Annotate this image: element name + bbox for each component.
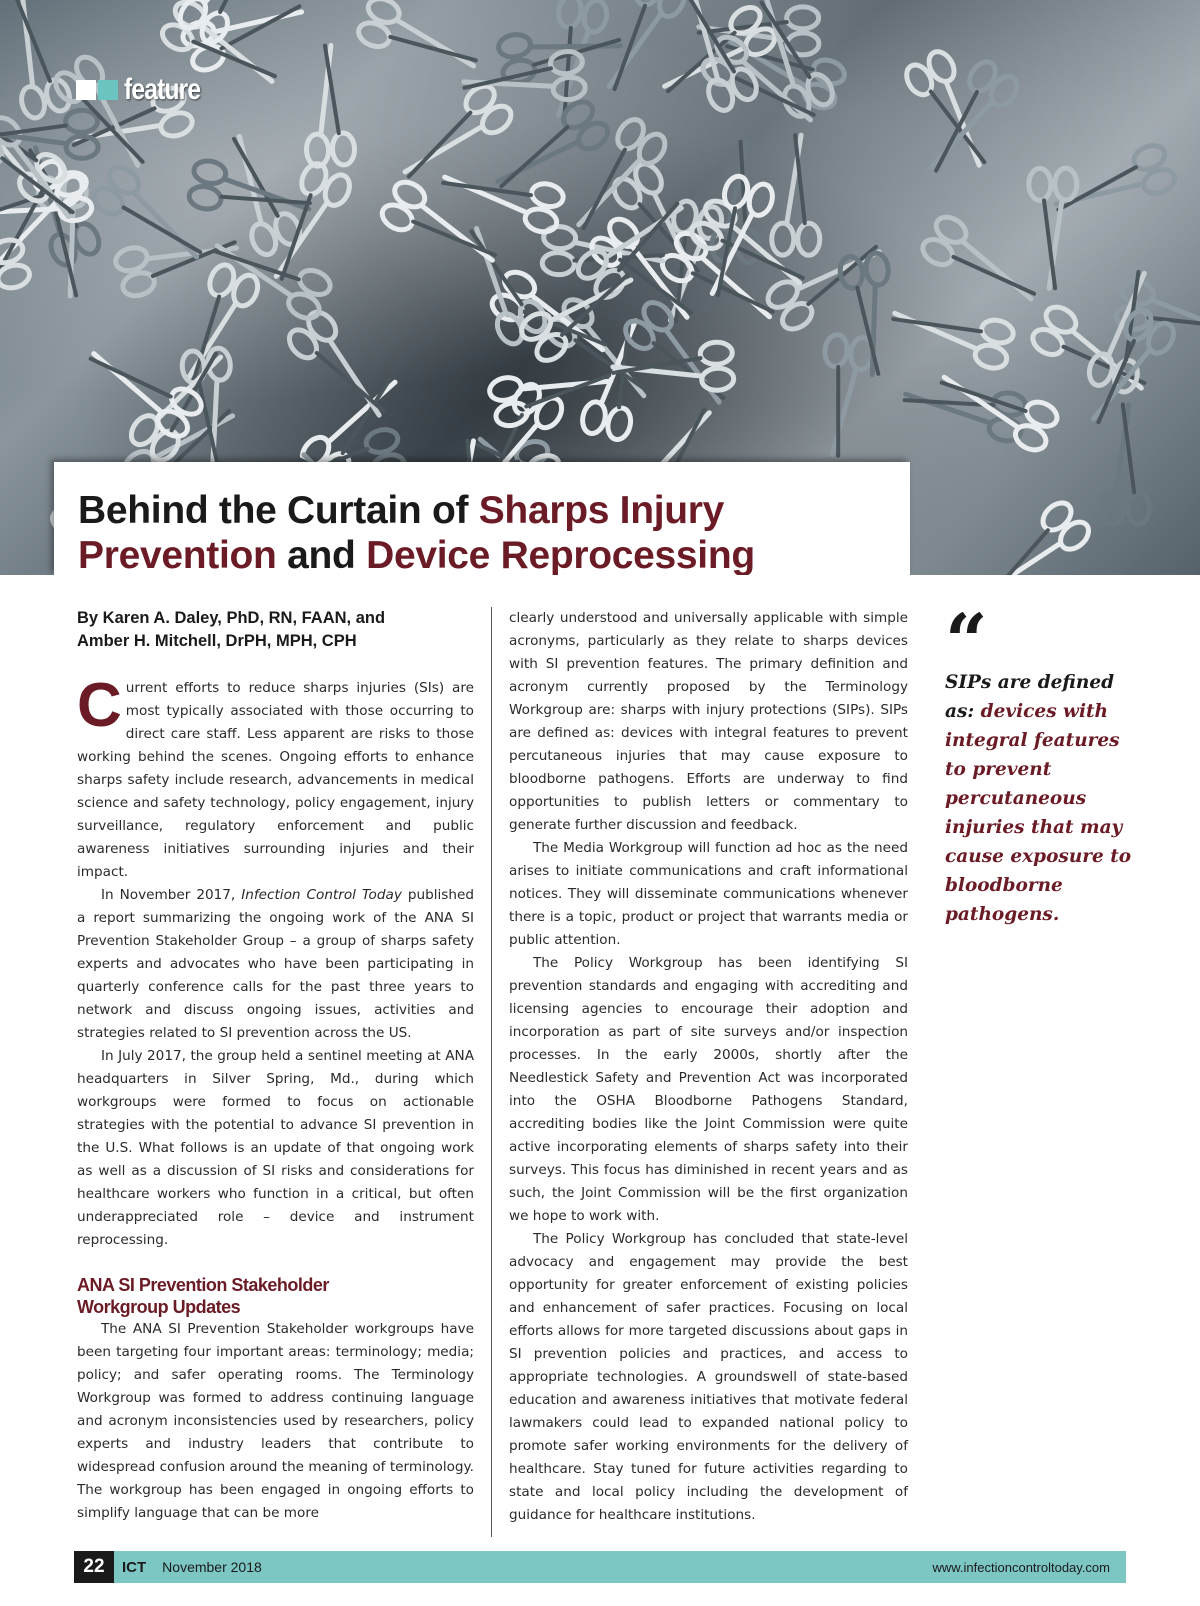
- page-footer: [74, 1551, 1126, 1583]
- issue-date: November 2018: [162, 1559, 262, 1575]
- title-part-5: Device Reprocessing: [366, 534, 755, 575]
- scissor-shape: [0, 0, 73, 121]
- scissor-shape: [487, 97, 613, 206]
- scissor-shape: [284, 307, 400, 428]
- scissor-shape: [612, 341, 734, 395]
- scissor-shape: [1029, 168, 1078, 289]
- publication-abbrev: ICT: [122, 1558, 147, 1576]
- title-part-4: and: [276, 534, 367, 575]
- title-part-2: Sharps Injury: [478, 489, 725, 532]
- article-column-middle: [509, 607, 908, 1527]
- paragraph-2-text-a: In November 2017,: [101, 887, 242, 903]
- paragraph-3: In July 2017, the group held a sentinel meeting at ANA headquarters in Silver Spring, Md., during which workgroups were formed to focus on actionable strategies with the potential to advance SI prevention in the U.S. What follows is an update of that ongoing work as well as a discussion of SI risks and considerations for healthcare workers who function in a critical, but often underappreciated role – device and instrument reprocessing.: [77, 1048, 474, 1248]
- scissor-shape: [918, 212, 1046, 315]
- scissor-shape: [654, 2, 780, 110]
- byline: [77, 607, 474, 653]
- scissor-shape: [901, 376, 1027, 444]
- section-tag-teal-square-icon: [98, 80, 118, 100]
- scissor-shape: [620, 297, 739, 415]
- pull-quote-body: devices with integral features to prevent percutaneous injuries that may cause exposure to bloodborne pathogens.: [945, 701, 1132, 925]
- pull-quote: [945, 612, 1145, 929]
- paragraph-5: clearly understood and universally applicable with simple acronyms, particularly as they relate to sharps devices with SI prevention features. The primary definition and acronym currently proposed by the Terminology Workgroup are: sharps with injury protections (SIPs). SIPs are defined as: devices with integral features to prevent percutaneous injuries that may cause exposure to bloodborne pathogens. Efforts are underway to find opportunities to publish letters or commentary to generate further discussion and feedback.: [509, 610, 908, 833]
- title-panel: [54, 462, 910, 575]
- scissor-shape: [487, 353, 615, 429]
- website-link[interactable]: www.infectioncontroltoday.com: [932, 1559, 1110, 1575]
- article-title: [78, 488, 908, 575]
- article-column-left: [77, 607, 474, 1525]
- pull-quote-text: [945, 668, 1145, 929]
- section-subheading: [77, 1274, 474, 1318]
- scissor-shape: [393, 81, 516, 194]
- title-part-1: Behind the Curtain of: [78, 489, 479, 532]
- scissor-shape: [113, 220, 242, 299]
- pull-quote-lead: SIPs are defined as:: [945, 672, 1115, 722]
- scissor-shape: [205, 229, 334, 323]
- byline-line-2: Amber H. Mitchell, DrPH, MPH, CPH: [77, 632, 357, 650]
- subheading-line-2: Workgroup Updates: [77, 1297, 241, 1317]
- scissor-shape: [1028, 302, 1156, 404]
- title-part-3: Prevention: [78, 534, 277, 575]
- paragraph-8: The Policy Workgroup has concluded that state-level advocacy and engagement may provide the best opportunity for greater enforcement of existing policies and enhancement of safer practices. Focusing on local efforts allows for more targeted discussions about gaps in SI prevention policies and practices, and access to appropriate technologies. A groundswell of state-based education and awareness initiatives that motivate federal lawmakers could lead to expanded national policy to promote safer working environments for the delivery of healthcare. Stay tuned for future activities regarding to state and local policy including the development of guidance for healthcare institutions.: [509, 1231, 908, 1523]
- scissor-shape: [437, 159, 565, 235]
- paragraph-1: [77, 671, 474, 884]
- section-tag-label: feature: [124, 73, 201, 106]
- section-tag: [76, 73, 217, 106]
- scissor-shape: [973, 498, 1094, 575]
- quote-mark-icon: “: [945, 612, 988, 662]
- subheading-line-1: ANA SI Prevention Stakeholder: [77, 1275, 329, 1295]
- paragraph-2-text-b: published a report summarizing the ongoing work of the ANA SI Prevention Stakeholder Group – a group of sharps safety experts and advocates who have been participating in quarterly conference calls for the past three years to network and discuss ongoing issues, activities and strategies related to SI prevention across the US.: [77, 887, 474, 1041]
- page-number: 22: [74, 1551, 114, 1583]
- scissor-shape: [0, 237, 32, 314]
- paragraph-2: [77, 884, 474, 1045]
- paragraph-7: The Policy Workgroup has been identifying SI prevention standards and engaging with accrediting and licensing agencies to encourage their adoption and incorporation as part of site surveys and/or inspection processes. In the early 2000s, shortly after the Needlestick Safety and Prevention Act was incorporated into the OSHA Bloodborne Pathogens Standard, accrediting bodies like the Joint Commission were quite active incorporating elements of sharps safety into their surveys. This focus has diminished in recent years and as such, the Joint Commission will be the first organization we hope to work with.: [509, 955, 908, 1224]
- scissor-shape: [355, 0, 484, 84]
- scissor-shape: [902, 47, 1005, 175]
- scissor-shape: [302, 45, 355, 167]
- paragraph-1-text: urrent efforts to reduce sharps injuries (SIs) are most typically associated with those occurring to direct care staff. Less apparent are risks to those working behind the scenes. Ongoing efforts to enhance sharps safety include research, advancements in medical science and safety technology, policy engagement, injury surveillance, regulatory enforcement and public awareness initiatives surrounding injuries and their impact.: [77, 680, 474, 880]
- paragraph-4: The ANA SI Prevention Stakeholder workgroups have been targeting four important areas: terminology; media; policy; and safer operating rooms. The Terminology Workgroup was formed to address continuing language and acronym inconsistencies used by researchers, policy experts and industry leaders that contribute to widespread confusion around the meaning of terminology. The workgroup has been engaged in ongoing efforts to simplify language that can be more: [77, 1321, 474, 1521]
- scissor-shape: [1049, 141, 1178, 231]
- scissor-shape: [813, 334, 874, 459]
- column-divider: [491, 607, 492, 1537]
- byline-line-1: By Karen A. Daley, PhD, RN, FAAN, and: [77, 609, 386, 627]
- paragraph-6: The Media Workgroup will function ad hoc as the need arises to initiate communications and craft informational notices. They will disseminate communications whenever there is a topic, product or project that warrants media or public attention.: [509, 840, 908, 948]
- scissor-shape: [1100, 404, 1150, 525]
- section-tag-square-icon: [76, 80, 96, 100]
- hero-image: [0, 0, 1200, 575]
- publication-title-italic: Infection Control Today: [241, 887, 402, 903]
- scissor-shape: [888, 295, 1016, 372]
- drop-cap: C: [77, 671, 122, 740]
- scissor-shape: [772, 135, 820, 255]
